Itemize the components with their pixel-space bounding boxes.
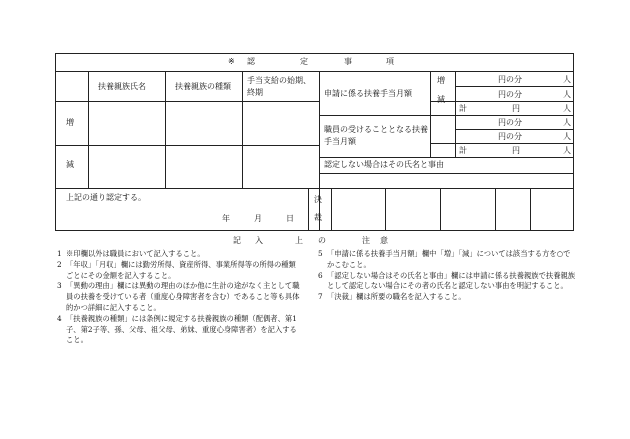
note-number: 1 <box>57 249 62 258</box>
yen-1: 円 <box>512 104 520 113</box>
col-line-1 <box>88 71 89 188</box>
body-bottom-line <box>55 188 574 189</box>
row-label-dec: 減 <box>66 160 74 169</box>
notes-title-char: 意 <box>380 236 388 245</box>
total-label-1: 計 <box>459 104 467 113</box>
persons-6: 人 <box>563 146 571 155</box>
row-label-inc: 増 <box>66 118 74 127</box>
persons-4: 人 <box>563 118 571 127</box>
header-bottom-line <box>55 71 574 72</box>
inc-dec-divider <box>55 145 319 146</box>
statement-text: 上記の通り認定する。 <box>66 193 146 202</box>
decision-line-5 <box>495 188 496 231</box>
right-line-7 <box>319 173 574 174</box>
note-item <box>318 292 576 303</box>
persons-2: 人 <box>563 90 571 99</box>
note-text: 「申請に係る扶養手当月額」欄中「増」「減」については該当する方を○でかこむこと。 <box>327 249 571 269</box>
notes-right <box>318 249 576 303</box>
table-left-border <box>55 53 56 231</box>
note-text: 「認定しない場合はその氏名と事由」欄には申請に係る扶養親族で扶養親族として認定しない場合にその者の氏名と認定しない事由を明記すること。 <box>327 270 576 291</box>
note-number: 5 <box>318 249 323 258</box>
right-col-line-1 <box>430 71 431 157</box>
inc-dec-dec: 減 <box>437 95 445 104</box>
col-line-2 <box>165 71 166 188</box>
right-line-2 <box>430 101 574 102</box>
note-text: 「異動の理由」欄には異動の理由のほか他に生計の途がなく主として職員の扶養を受けている者（重度心身障害者を含む）であること等も具体的かつ詳細に記入すること。 <box>66 281 300 312</box>
table-right-border <box>573 53 574 231</box>
right-line-3 <box>319 115 574 116</box>
persons-1: 人 <box>563 75 571 84</box>
header-char: 事 <box>344 57 352 66</box>
applied-amount-label: 申請に係る扶養手当月額 <box>324 89 412 98</box>
decision-line-3 <box>385 188 386 231</box>
decision-line-4 <box>440 188 441 231</box>
column-header-bottom-line <box>55 101 319 102</box>
decision-char: 裁 <box>314 213 322 222</box>
right-line-5 <box>430 143 574 144</box>
notes-title-char: 入 <box>255 236 263 245</box>
date-month: 月 <box>254 214 262 223</box>
note-number: 6 <box>318 270 323 280</box>
decision-char: 決 <box>314 195 322 204</box>
note-text: 「決裁」欄は所要の職名を記入すること。 <box>327 292 466 302</box>
header-char: 認 <box>247 57 255 66</box>
total-label-2: 計 <box>459 146 467 155</box>
persons-3: 人 <box>563 104 571 113</box>
col-header-type: 扶養親族の種類 <box>175 82 231 91</box>
decision-line-6 <box>530 188 531 231</box>
note-text: ※印欄以外は職員において記入すること。 <box>66 249 205 258</box>
note-text: 「年収」「月収」欄には勤労所得、資産所得、事業所得等の所得の種類ごとにその金額を記入すること。 <box>66 259 296 280</box>
persons-5: 人 <box>563 132 571 141</box>
note-item <box>318 271 576 293</box>
note-item <box>57 260 300 282</box>
note-number: 3 <box>57 281 62 291</box>
note-item <box>318 249 576 271</box>
notes-title-char: 注 <box>362 236 370 245</box>
table-bottom-border <box>55 230 574 231</box>
header-char: ※ <box>228 57 235 66</box>
right-line-6 <box>319 157 574 158</box>
note-number: 7 <box>318 292 323 302</box>
notes-left <box>57 249 300 346</box>
not-recognized-label: 認定しない場合はその氏名と事由 <box>324 160 444 169</box>
yen-per-2: 円の分 <box>498 90 522 99</box>
right-line-1 <box>455 86 574 87</box>
yen-per-3: 円の分 <box>498 118 522 127</box>
header-char: 項 <box>386 57 394 66</box>
right-line-4 <box>455 129 574 130</box>
inc-dec-inc: 増 <box>437 76 445 85</box>
note-number: 4 <box>57 313 62 323</box>
date-day: 日 <box>286 214 294 223</box>
note-number: 2 <box>57 259 62 269</box>
col-line-4 <box>319 71 320 231</box>
decision-line-2 <box>331 188 332 231</box>
yen-2: 円 <box>512 146 520 155</box>
right-col-line-2 <box>455 71 456 157</box>
col-header-start-date: 手当支給の始期、終期 <box>247 76 311 97</box>
yen-per-4: 円の分 <box>498 132 522 141</box>
note-text: 「扶養親族の種類」には条例に規定する扶養親族の種類（配偶者、第1子、第2子等、孫、父母、祖父母、弟妹、重度心身障害者）を記入すること。 <box>66 313 297 345</box>
note-item <box>57 249 300 260</box>
date-year: 年 <box>222 214 230 223</box>
notes-title-char: 記 <box>233 236 241 245</box>
yen-per-1: 円の分 <box>498 75 522 84</box>
note-item <box>57 281 300 313</box>
col-line-3 <box>242 71 243 188</box>
decision-line-1 <box>308 188 309 231</box>
table-top-border <box>55 53 574 54</box>
col-header-name: 扶養親族氏名 <box>98 82 146 91</box>
received-amount-label: 職員の受けることとなる扶養手当月額 <box>324 125 428 146</box>
header-char: 定 <box>300 57 308 66</box>
notes-title-char: 上 <box>295 236 303 245</box>
notes-title-char: の <box>318 236 326 245</box>
note-item <box>57 314 300 346</box>
